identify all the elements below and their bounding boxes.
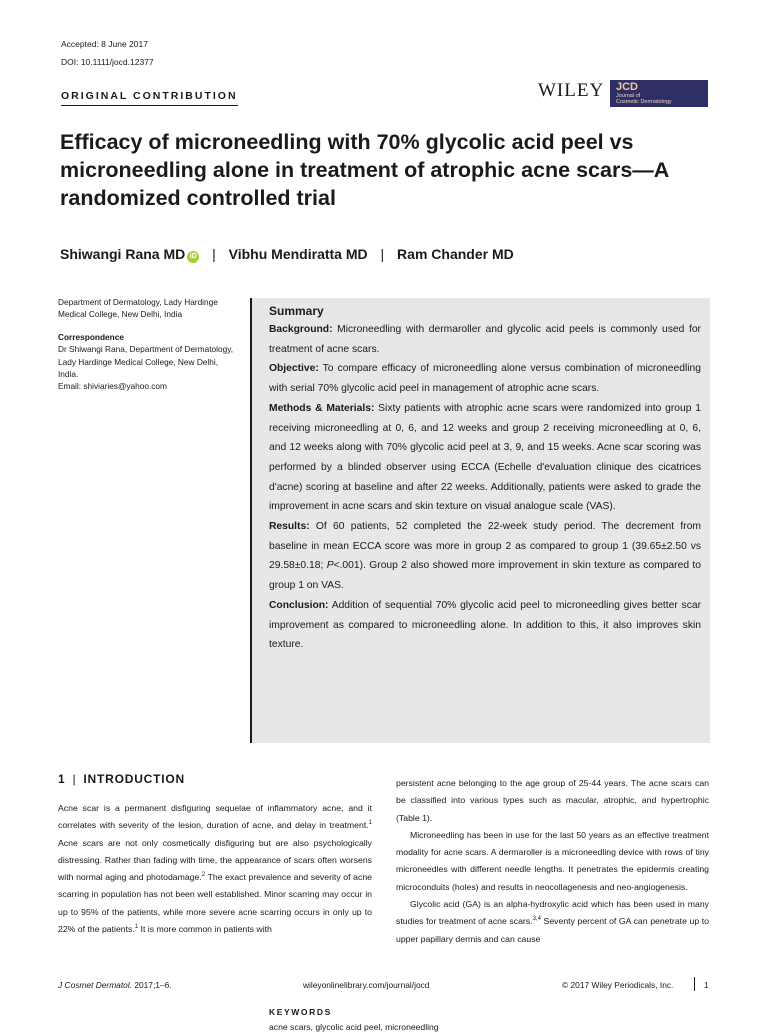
intro-paragraph-3: Microneedling has been in use for the last 50 years as an effective treatment modality for acne scars. A dermaroller is a microneedling device with rows of tiny microneedles with different needle lengths. It penetrates the epidermis creating microconduits (holes) and results in neocollagenesis and neo-angiogenesis. — [396, 829, 709, 892]
author-separator: | — [212, 246, 216, 262]
footer-citation: J Cosmet Dermatol. 2017;1–6. — [58, 980, 172, 990]
keywords-label: KEYWORDS — [269, 1007, 332, 1017]
author-3[interactable]: Ram Chander MD — [397, 246, 514, 262]
wiley-logo: WILEY — [538, 80, 605, 101]
intro-column-right — [396, 775, 709, 948]
intro-paragraph-1: Acne scar is a permanent disfiguring sequelae of inflammatory acne, and it correlates with severity of the lesion, duration of acne, and delay in treatment.$^1$ Acne scars are not only cosmetically disfiguring but are also psychologically distressing. Rather than fading with time, the appearance of scars often worsens with normal aging and photodamage.$^2$ The exact prevalence and severity of acne scarring in population has not been well established. Minor scarring may occur in up to 95% of the patients, while more severe acne scarring occurs in only up to 22% of the patients.$^1$ It is more common in patients with — [58, 803, 372, 935]
author-separator: | — [380, 246, 385, 262]
summary-title: Summary — [269, 304, 324, 318]
accepted-date: Accepted: 8 June 2017 — [61, 39, 148, 49]
section-heading-introduction: 1 | INTRODUCTION — [58, 772, 185, 786]
department: Department of Dermatology, Lady Hardinge Medical College, New Delhi, India — [58, 297, 218, 320]
summary-conclusion: Conclusion: Addition of sequential 70% glycolic acid peel to microneedling gives better scar improvement as compared to microneedling alone. In addition to this, it also improves skin texture. — [269, 599, 702, 651]
summary-methods: Methods & Materials: Sixty patients with atrophic acne scars were randomized into group 1 receiving microneedling at 0, 6, and 12 weeks and group 2 receiving microneedling at 0, 6, and 12 weeks along with 70% glycolic acid peel at 3, 9, and 15 weeks. Acne scar scoring was performed by a blinded observer using ECCA (Echelle d'evaluation clinique des cicatrices d'acne) scoring at baseline and after 22 weeks. Additionally, patients were asked to grade the improvement in acne scars and skin texture on visual analogue scale (VAS). — [269, 402, 701, 513]
journal-logo-name: Journal of Cosmetic Dermatology — [616, 93, 672, 105]
footer-url[interactable]: wileyonlinelibrary.com/journal/jocd — [303, 980, 430, 990]
summary-background: Background: Microneedling with dermaroller and glycolic acid peels is commonly used for treatment of acne scars. — [269, 324, 701, 355]
page-number: 1 — [704, 980, 709, 990]
author-1[interactable]: Shiwangi Rana MD — [60, 246, 186, 262]
summary-content — [269, 303, 701, 655]
email[interactable]: Email: shiviaries@yahoo.com — [58, 381, 167, 392]
author-list — [60, 246, 514, 263]
intro-column-left — [58, 800, 372, 938]
journal-logo — [610, 80, 708, 107]
author-2[interactable]: Vibhu Mendiratta MD — [228, 246, 368, 262]
correspondence-label: Correspondence — [58, 331, 124, 342]
intro-paragraph-4: Glycolic acid (GA) is an alpha-hydroxylic acid which has been used in many studies for treatment of acne scars.$^{3,4}$ Seventy percent of GA can penetrate up to upper papillary dermis and can cause — [396, 899, 709, 944]
intro-paragraph-2: persistent acne belonging to the age group of 25-44 years. The acne scars can be classified into various types such as macular, atrophic, and hypertrophic (Table 1). — [396, 778, 709, 823]
article-title: Efficacy of microneedling with 70% glycolic acid peel vs microneedling alone in treatment of atrophic acne scars—A randomized controlled trial — [60, 130, 669, 210]
orcid-icon[interactable]: iD — [187, 251, 199, 263]
correspondence-address: Dr Shiwangi Rana, Department of Dermatology, Lady Hardinge Medical College, New Delhi, India. — [58, 344, 234, 380]
keywords: acne scars, glycolic acid peel, microneedling — [269, 1022, 439, 1032]
affiliation-block — [58, 296, 238, 393]
footer-divider — [694, 977, 695, 991]
journal-logo-abbrev: JCD — [616, 81, 639, 93]
footer-copyright: © 2017 Wiley Periodicals, Inc. — [562, 980, 674, 990]
summary-results: Results: Of 60 patients, 52 completed the 22-week study period. The decrement from baseline in mean ECCA score was more in group 2 as compared to group 1 (39.65±2.50 vs 29.58±0.18; P<.001). Group 2 also showed more improvement in skin texture as compared to group 1 on VAS. — [269, 521, 701, 592]
doi[interactable]: DOI: 10.1111/jocd.12377 — [61, 57, 154, 67]
section-label: ORIGINAL CONTRIBUTION — [61, 90, 238, 106]
summary-objective: Objective: To compare efficacy of microneedling alone versus combination of microneedling with serial 70% glycolic acid peel in management of atrophic acne scars. — [269, 363, 701, 395]
